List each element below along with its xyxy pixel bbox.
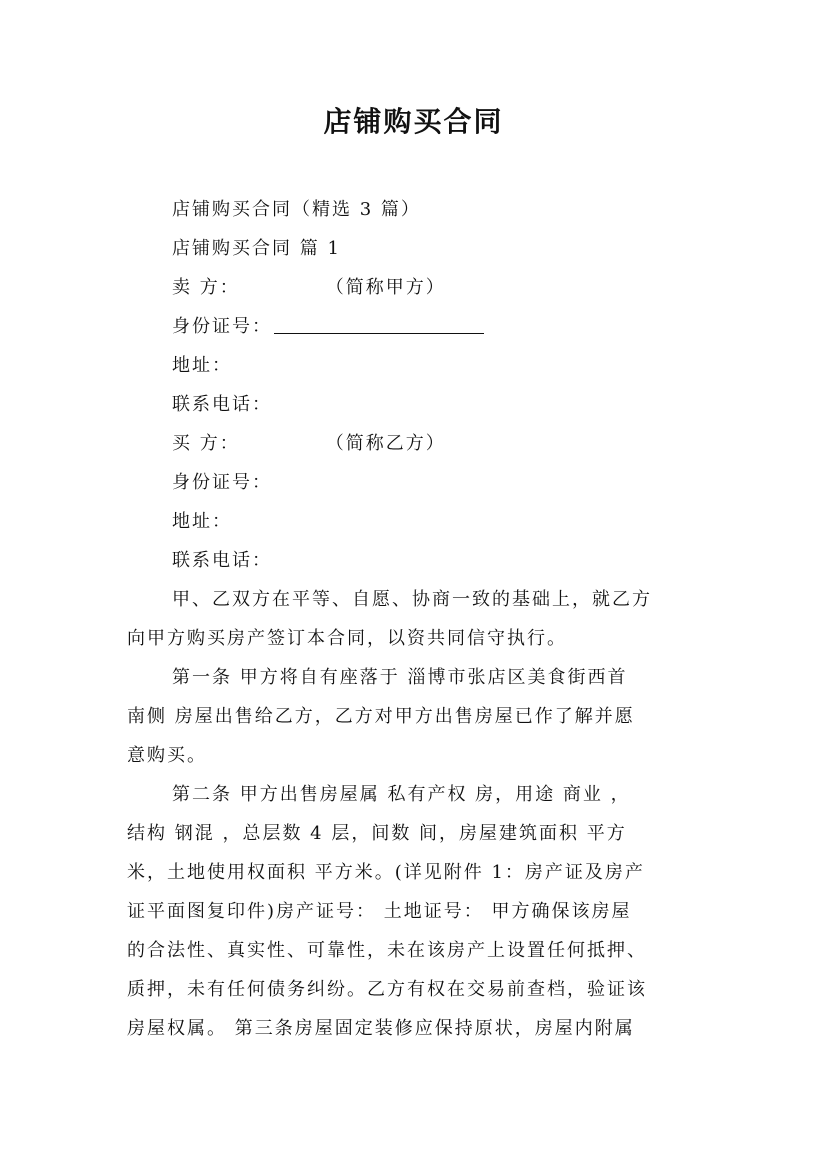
buyer-line — [172, 432, 446, 456]
section-title: 店铺购买合同 篇 1 — [172, 238, 341, 259]
paragraph-line: 结构 钢混 ，总层数 4 层，间数 间，房屋建筑面积 平方 — [127, 823, 627, 844]
paragraph-line: 南侧 房屋出售给乙方，乙方对甲方出售房屋已作了解并愿 — [127, 706, 635, 727]
seller-id-blank — [274, 315, 484, 334]
buyer-label: 买 方： — [172, 433, 240, 454]
buyer-phone-label: 联系电话： — [172, 550, 272, 571]
paragraph-line: 向甲方购买房产签订本合同，以资共同信守执行。 — [127, 628, 567, 649]
paragraph-line: 证平面图复印件)房产证号： 土地证号： 甲方确保该房屋 — [127, 901, 632, 922]
seller-address-label: 地址： — [172, 355, 232, 376]
paragraph-line: 房屋权属。 第三条房屋固定装修应保持原状，房屋内附属 — [127, 1018, 635, 1039]
seller-id-line — [172, 315, 484, 339]
paragraph-line: 甲、乙双方在平等、自愿、协商一致的基础上，就乙方 — [172, 589, 652, 610]
paragraph-line: 第一条 甲方将自有座落于 淄博市张店区美食街西首 — [172, 667, 628, 688]
seller-id-label: 身份证号： — [172, 316, 272, 337]
buyer-note: （简称乙方） — [325, 433, 446, 454]
document-subtitle: 店铺购买合同（精选 3 篇） — [172, 199, 421, 220]
paragraph-line: 的合法性、真实性、可靠性，未在该房产上设置任何抵押、 — [127, 940, 647, 961]
buyer-id-label: 身份证号： — [172, 472, 272, 493]
paragraph-line: 意购买。 — [127, 745, 207, 766]
buyer-address-label: 地址： — [172, 511, 232, 532]
document-title: 店铺购买合同 — [323, 105, 504, 138]
seller-label: 卖 方： — [172, 277, 240, 298]
seller-line — [172, 276, 446, 300]
paragraph-line: 米，土地使用权面积 平方米。(详见附件 1：房产证及房产 — [127, 862, 645, 883]
seller-note: （简称甲方） — [325, 277, 446, 298]
paragraph-line: 质押，未有任何债务纠纷。乙方有权在交易前查档，验证该 — [127, 979, 647, 1000]
seller-phone-label: 联系电话： — [172, 394, 272, 415]
paragraph-line: 第二条 甲方出售房屋属 私有产权 房，用途 商业 ， — [172, 784, 631, 805]
